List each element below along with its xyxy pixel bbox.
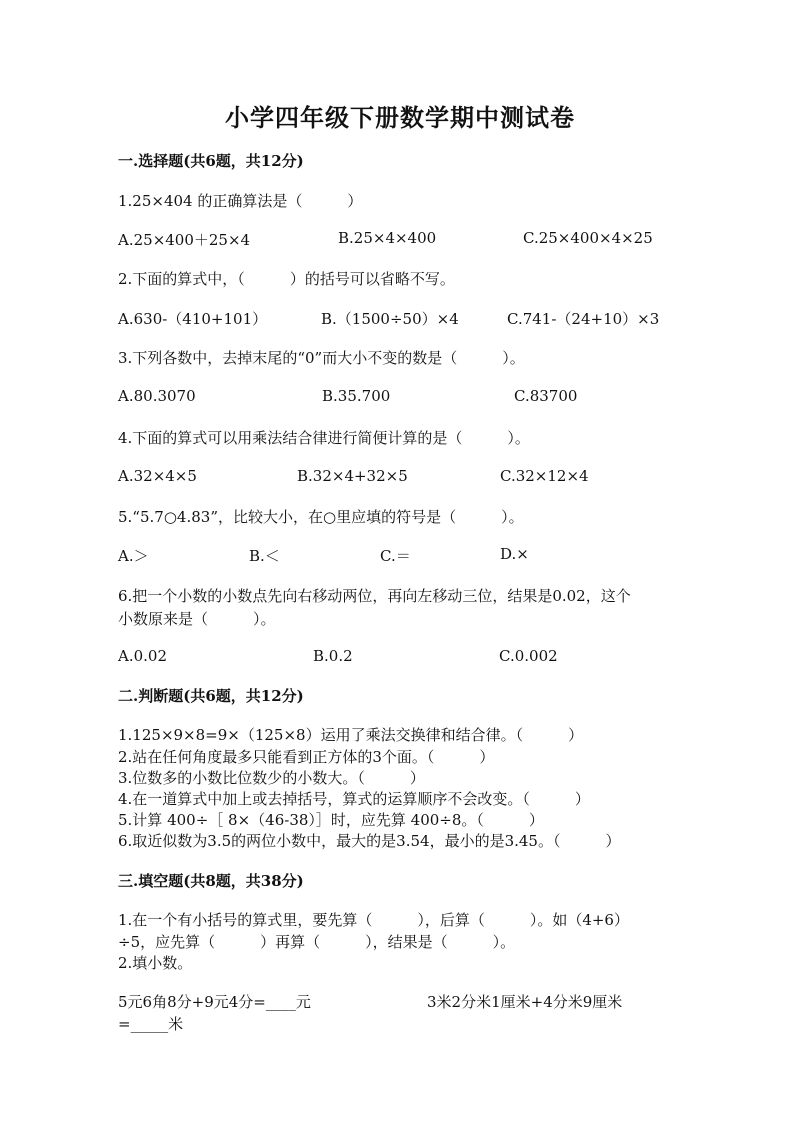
question-stem: 2.下面的算式中，（ ）的括号可以省略不写。	[118, 270, 455, 288]
question-stem: 3.下列各数中，去掉末尾的“0”而大小不变的数是（ ）。	[118, 349, 525, 367]
judgement-item: 6.取近似数为3.5的两位小数中，最大的是3.54，最小的是3.45。（ ）	[118, 832, 621, 850]
judgement-item: 5.计算 400÷［ 8×（46-38）］时，应先算 400÷8。（ ）	[118, 811, 544, 829]
section-heading: 三.填空题(共8题，共38分)	[118, 872, 304, 890]
section-heading: 一.选择题(共6题，共12分)	[118, 152, 304, 170]
question-stem: 5.“5.7○4.83”，比较大小，在○里应填的符号是（ ）。	[118, 508, 524, 526]
question-stem: 4.下面的算式可以用乘法结合律进行简便计算的是（ ）。	[118, 429, 530, 447]
judgement-item: 2.站在任何角度最多只能看到正方体的3个面。（ ）	[118, 748, 495, 766]
fill-item: 2.填小数。	[118, 954, 193, 972]
fill-blank-left: 5元6角8分+9元4分=____元	[118, 993, 311, 1011]
fill-blank-right: 3米2分米1厘米+4分米9厘米	[427, 993, 623, 1011]
option-b: B.32×4+32×5	[297, 467, 408, 485]
page-title: 小学四年级下册数学期中测试卷	[225, 103, 575, 132]
option-b: B.35.700	[322, 387, 391, 405]
option-b: B.＜	[249, 547, 280, 565]
option-c: C.83700	[514, 387, 578, 405]
judgement-item: 4.在一道算式中加上或去掉括号，算式的运算顺序不会改变。（ ）	[118, 790, 590, 808]
question-stem: 1.25×404 的正确算法是（ ）	[118, 192, 363, 210]
option-c: C.0.002	[499, 647, 558, 665]
option-a: A.630-（410+101）	[118, 310, 268, 328]
fill-item: ÷5，应先算（ ）再算（ ），结果是（ ）。	[118, 933, 516, 951]
option-c: C.＝	[380, 547, 411, 565]
option-b: B.0.2	[313, 647, 353, 665]
judgement-item: 1.125×9×8=9×（125×8）运用了乘法交换律和结合律。（ ）	[118, 726, 584, 744]
section-heading: 二.判断题(共6题，共12分)	[118, 687, 304, 705]
option-a: A.32×4×5	[118, 467, 197, 485]
option-a: A.0.02	[118, 647, 167, 665]
question-stem-line: 小数原来是（ ）。	[118, 610, 276, 628]
option-c: C.32×12×4	[500, 467, 589, 485]
option-a: A.25×400＋25×4	[118, 231, 251, 249]
option-a: A.80.3070	[118, 387, 196, 405]
judgement-item: 3.位数多的小数比位数少的小数大。（ ）	[118, 769, 425, 787]
question-stem-line: 6.把一个小数的小数点先向右移动两位，再向左移动三位，结果是0.02，这个	[118, 587, 631, 605]
fill-blank-tail: =_____米	[118, 1015, 184, 1033]
option-b: B.（1500÷50）×4	[321, 310, 459, 328]
option-d: D.×	[500, 545, 529, 563]
option-c: C.25×400×4×25	[523, 229, 653, 247]
option-a: A.＞	[118, 547, 149, 565]
fill-item: 1.在一个有小括号的算式里，要先算（ ），后算（ ）。如（4+6）	[118, 911, 629, 929]
option-c: C.741-（24+10）×3	[507, 310, 660, 328]
option-b: B.25×4×400	[338, 229, 437, 247]
